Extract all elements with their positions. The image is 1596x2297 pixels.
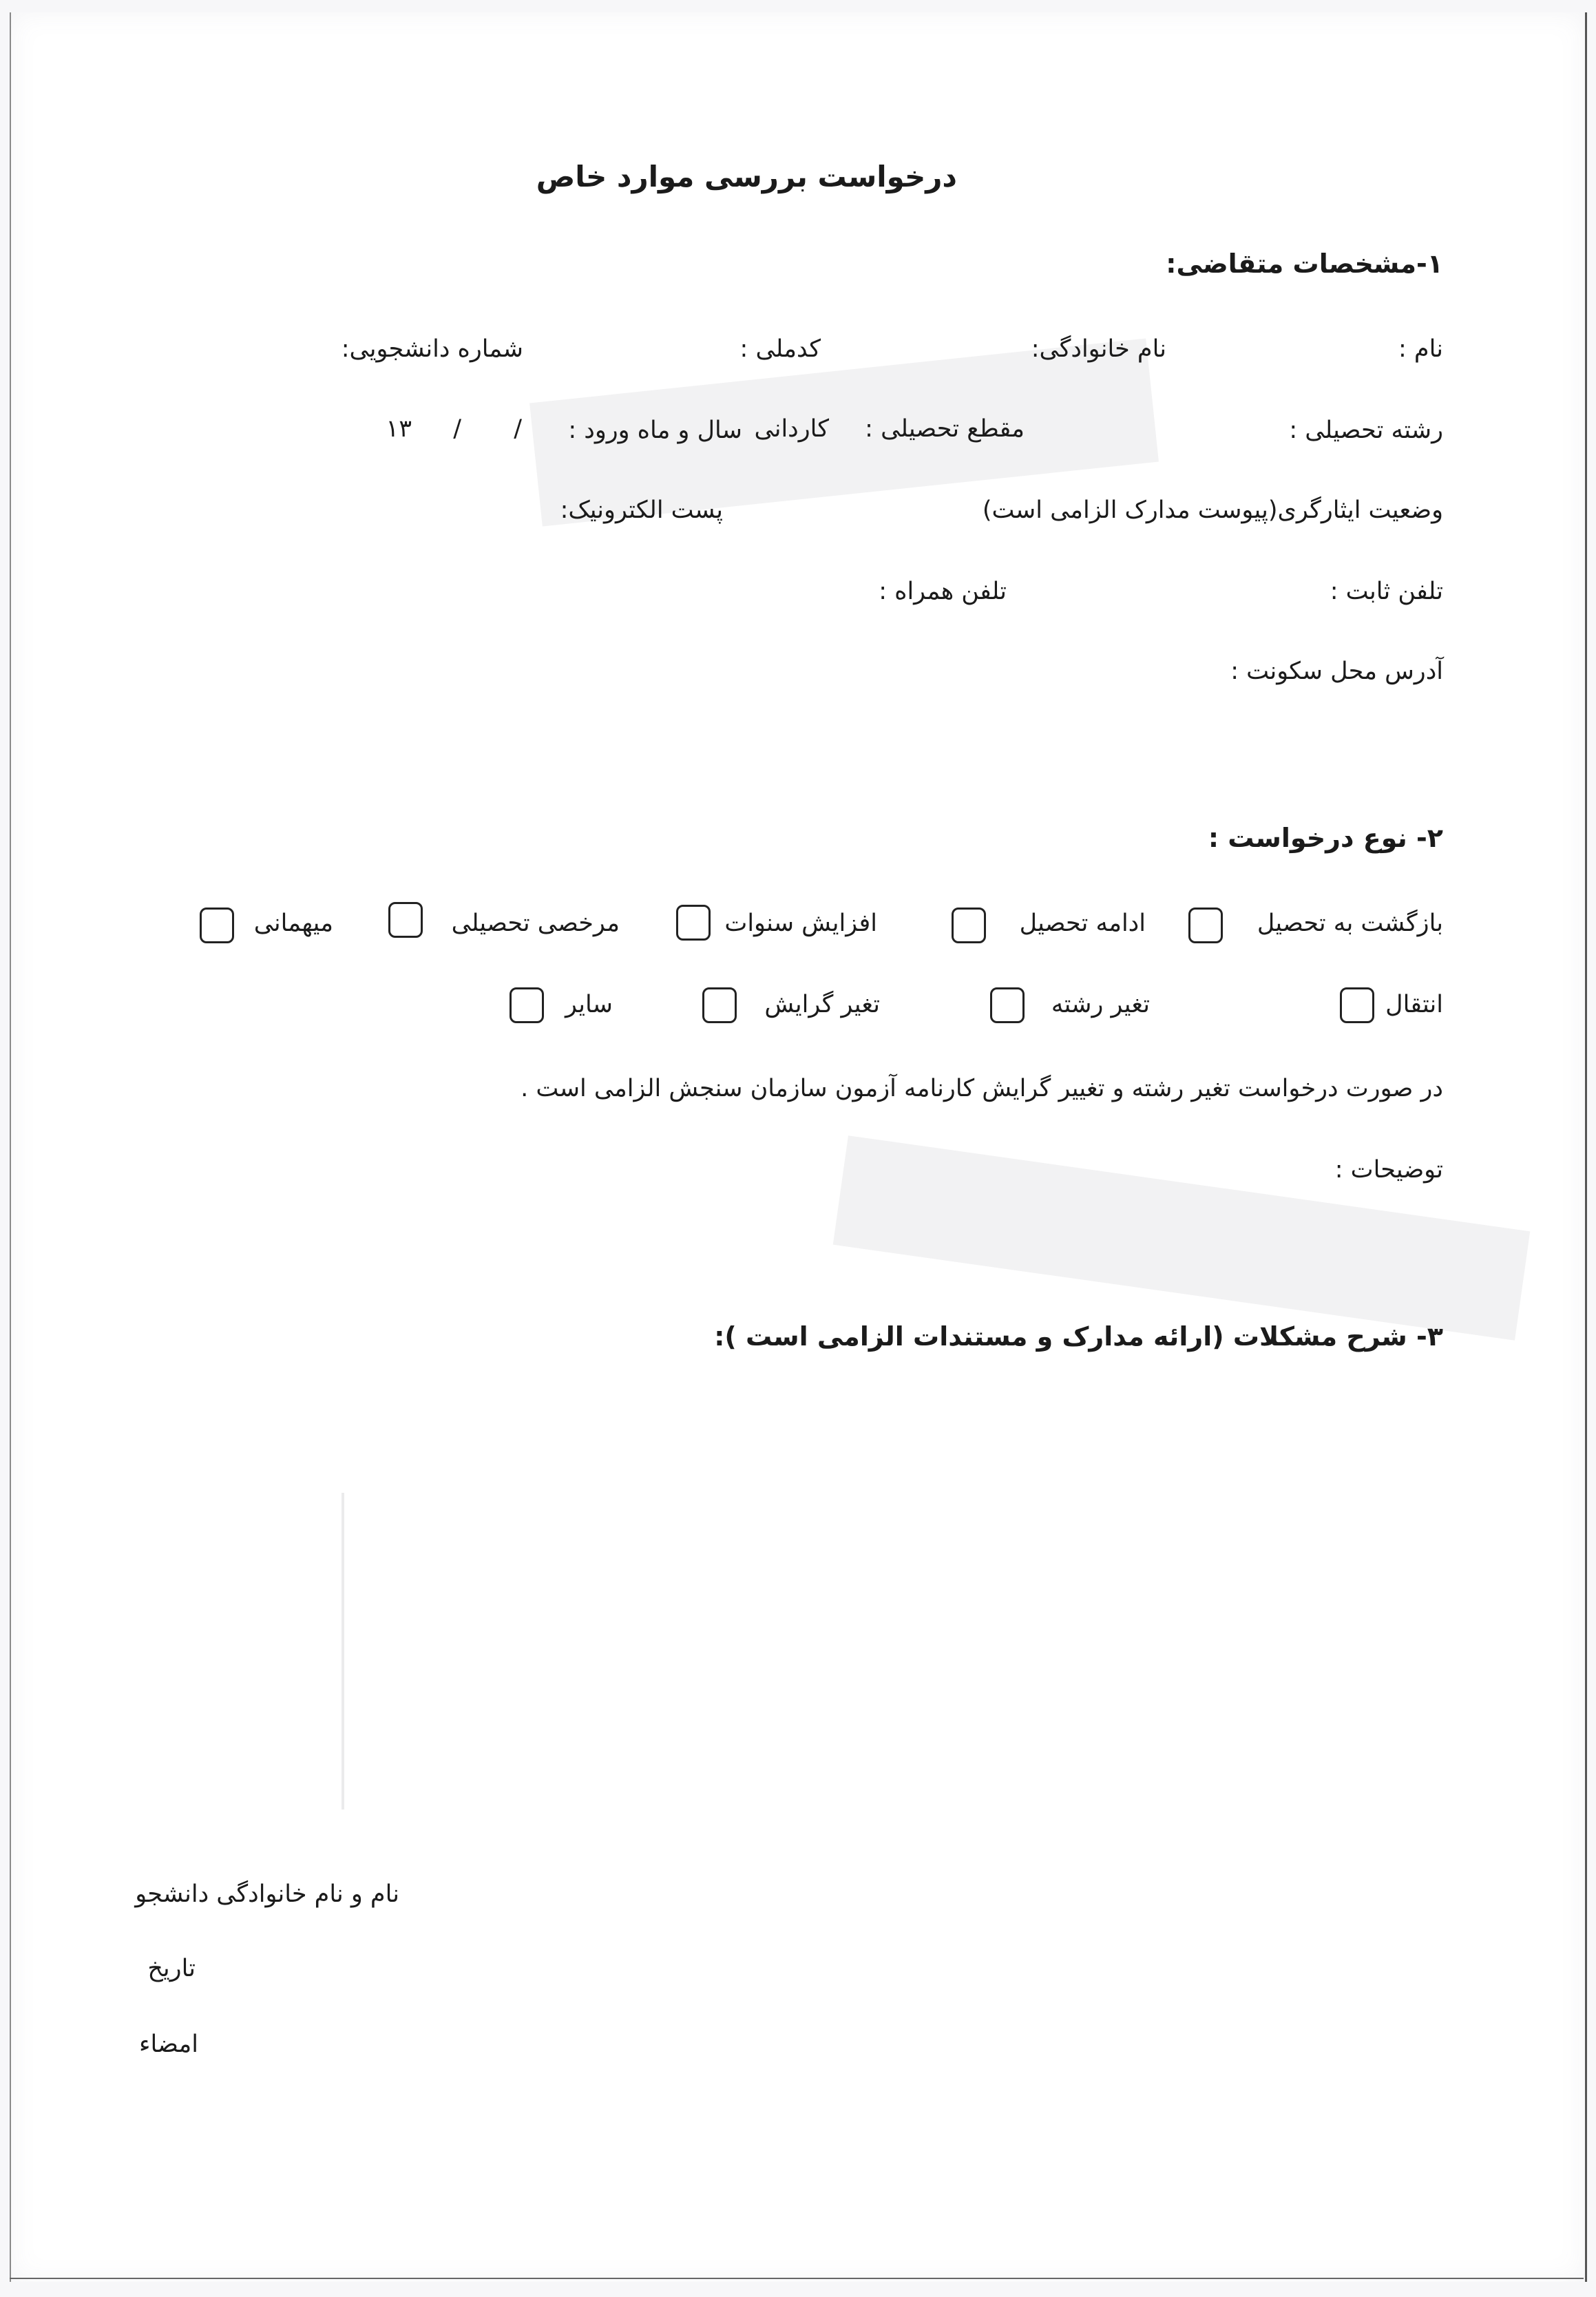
option-label-academic-leave: مرخصی تحصیلی (451, 910, 620, 937)
option-label-change-specialization: تغیر گرایش (764, 991, 880, 1018)
section2-heading: ۲- نوع درخواست : (1208, 823, 1443, 853)
name-label: نام : (1398, 335, 1443, 363)
checkbox-other[interactable] (510, 987, 544, 1023)
form-title: درخواست بررسی موارد خاص (536, 160, 957, 193)
option-label-transfer: انتقال (1385, 991, 1443, 1018)
checkbox-guest[interactable] (200, 908, 234, 943)
date-label: تاریخ (147, 1955, 196, 1982)
checkbox-change-specialization[interactable] (702, 987, 737, 1023)
entry-date-slash: / (453, 415, 461, 443)
remarks-label: توضیحات : (1334, 1156, 1443, 1184)
option-label-other: سایر (565, 991, 613, 1018)
checkbox-transfer[interactable] (1340, 987, 1374, 1023)
section1-heading: ۱-مشخصات متقاضی: (1166, 249, 1443, 279)
paper-crease (342, 1493, 344, 1810)
option-label-increase-years: افزایش سنوات (724, 910, 877, 937)
entry-date-slash: / (514, 415, 522, 443)
checkbox-academic-leave[interactable] (388, 902, 423, 938)
entry-date-prefix: ۱۳ (386, 415, 412, 443)
student-number-label: شماره دانشجویی: (341, 335, 523, 363)
checkbox-continue-study[interactable] (952, 908, 986, 943)
checkbox-increase-years[interactable] (676, 905, 711, 941)
family-name-label: نام خانوادگی: (1031, 335, 1166, 363)
checkbox-change-field[interactable] (990, 987, 1025, 1023)
option-label-return-to-study: بازگشت به تحصیل (1257, 910, 1443, 937)
email-label: پست الکترونیک: (560, 496, 723, 524)
sheet-bottom-edge (10, 2278, 1584, 2286)
degree-level-label: مقطع تحصیلی : (865, 415, 1025, 443)
option-label-guest: میهمانی (253, 910, 333, 937)
degree-value: کاردانی (754, 415, 829, 443)
option-label-change-field: تغیر رشته (1051, 991, 1150, 1018)
student-name-label: نام و نام خانوادگی دانشجو (135, 1880, 399, 1908)
mobile-label: تلفن همراه : (879, 578, 1007, 605)
entry-date-label: سال و ماه ورود : (568, 417, 742, 444)
change-field-note: در صورت درخواست تغیر رشته و تغییر گرایش کارنامه آزمون سازمان سنجش الزامی است . (521, 1075, 1443, 1102)
signature-label: امضاء (139, 2031, 198, 2058)
field-of-study-label: رشته تحصیلی : (1289, 417, 1443, 444)
section3-heading: ۳- شرح مشکلات (ارائه مدارک و مستندات الزامی است ): (714, 1321, 1443, 1352)
option-label-continue-study: ادامه تحصیل (1019, 910, 1146, 937)
address-label: آدرس محل سکونت : (1230, 658, 1443, 685)
national-code-label: کدملی : (739, 335, 821, 363)
checkbox-return-to-study[interactable] (1188, 908, 1223, 943)
landline-label: تلفن ثابت : (1330, 578, 1443, 605)
veteran-status-label: وضعیت ایثارگری(پیوست مدارک الزامی است) (982, 496, 1443, 524)
